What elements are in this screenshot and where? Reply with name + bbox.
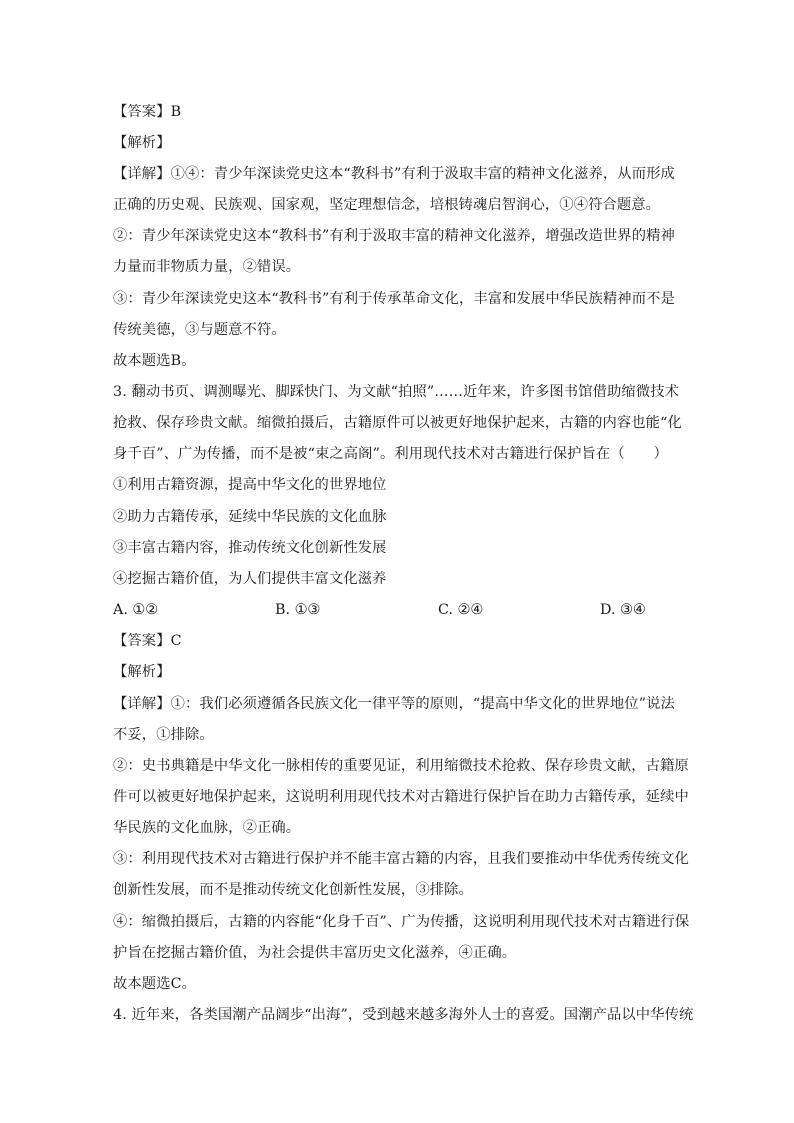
- question-3-line-3: 身千百”、广为传播，而不是被“束之高阁”。利用现代技术对古籍进行保护旨在（ ）: [113, 446, 668, 462]
- answer-label-1: 【答案】B: [113, 104, 182, 120]
- detail-1-line-1: 【详解】①④：青少年深读党史这本“教科书”有利于汲取丰富的精神文化滋养，从而形成: [113, 166, 675, 182]
- question-3-statement-4: ④挖掘古籍价值，为人们提供丰富文化滋养: [113, 571, 387, 587]
- detail-2-line-7: 创新性发展，而不是推动传统文化创新性发展，③排除。: [113, 882, 473, 898]
- question-3-line-1: 3. 翻动书页、调测曝光、脚踩快门、为文献“拍照”……近年来，许多图书馆借助缩微技术: [113, 384, 679, 400]
- detail-2-line-6: ③：利用现代技术对古籍进行保护并不能丰富古籍的内容，且我们要推动中华优秀传统文化: [113, 851, 689, 867]
- detail-2-line-5: 华民族的文化血脉，②正确。: [113, 820, 301, 836]
- option-b: B. ①③: [275, 602, 321, 618]
- question-4-line-1: 4. 近年来，各类国潮产品阔步“出海”，受到越来越多海外人士的喜爱。国潮产品以中华传统: [113, 1007, 694, 1023]
- conclusion-2: 故本题选C。: [113, 976, 197, 992]
- detail-2-line-8: ④：缩微拍摄后，古籍的内容能“化身千百”、广为传播，这说明利用现代技术对古籍进行保: [113, 914, 690, 930]
- detail-1-line-4: 力量而非物质力量，②错误。: [113, 259, 301, 275]
- detail-2-line-4: 件可以被更好地保护起来，这说明利用现代技术对古籍进行保护旨在助力古籍传承，延续中: [113, 789, 689, 805]
- detail-2-line-1: 【详解】①：我们必须遵循各民族文化一律平等的原则，“提高中华文化的世界地位”说法: [113, 696, 675, 712]
- answer-label-2: 【答案】C: [113, 633, 182, 649]
- question-3-statement-1: ①利用古籍资源，提高中华文化的世界地位: [113, 477, 387, 493]
- question-3-line-2: 抢救、保存珍贵文献。缩微拍摄后，古籍原件可以被更好地保护起来，古籍的内容也能“化: [113, 415, 682, 431]
- detail-1-line-6: 传统美德，③与题意不符。: [113, 322, 286, 338]
- analysis-label-2: 【解析】: [113, 664, 171, 680]
- detail-2-line-9: 护旨在挖掘古籍价值，为社会提供丰富历史文化滋养，④正确。: [113, 945, 517, 961]
- option-d: D. ③④: [600, 602, 646, 618]
- option-c: C. ②④: [438, 602, 484, 618]
- detail-1-line-5: ③：青少年深读党史这本“教科书”有利于传承革命文化，丰富和发展中华民族精神而不是: [113, 291, 675, 307]
- detail-1-line-3: ②：青少年深读党史这本“教科书”有利于汲取丰富的精神文化滋养，增强改造世界的精神: [113, 228, 675, 244]
- option-a: A. ①②: [113, 602, 159, 618]
- question-3-statement-3: ③丰富古籍内容，推动传统文化创新性发展: [113, 540, 387, 556]
- analysis-label-1: 【解析】: [113, 135, 171, 151]
- detail-2-line-3: ②：史书典籍是中华文化一脉相传的重要见证，利用缩微技术抢救、保存珍贵文献，古籍原: [113, 758, 689, 774]
- detail-1-line-2: 正确的历史观、民族观、国家观，坚定理想信念，培根铸魂启智润心，①④符合题意。: [113, 197, 661, 213]
- detail-2-line-2: 不妥，①排除。: [113, 727, 214, 743]
- question-3-statement-2: ②助力古籍传承，延续中华民族的文化血脉: [113, 509, 387, 525]
- conclusion-1: 故本题选B。: [113, 353, 196, 369]
